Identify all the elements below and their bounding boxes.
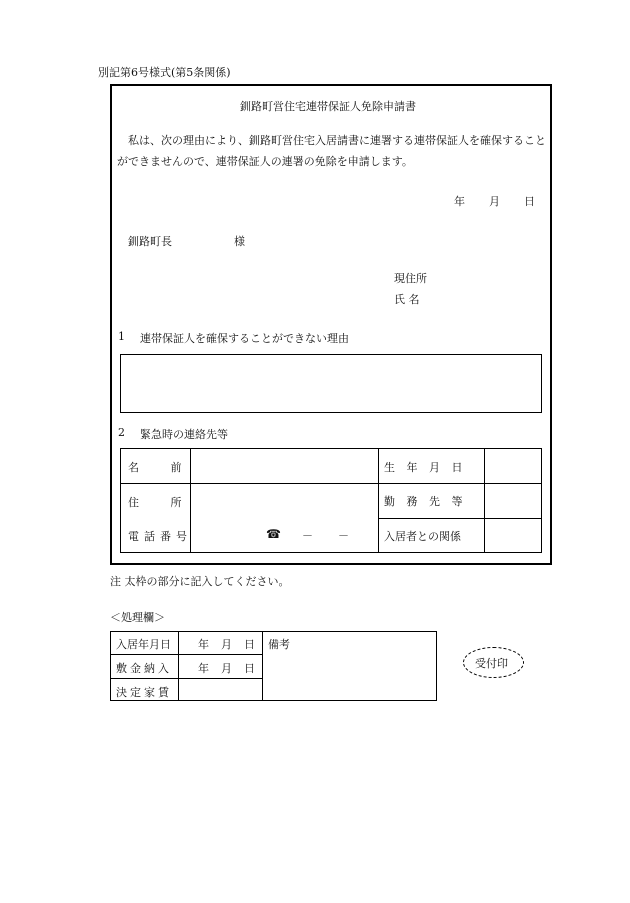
addressee-name: 釧路町長 bbox=[128, 235, 172, 248]
contact-birth-input[interactable] bbox=[485, 449, 541, 482]
move-in-year: 年 bbox=[198, 638, 209, 651]
applicant-name-label: 氏 名 bbox=[394, 293, 420, 306]
phone-dash-2: － bbox=[338, 529, 349, 542]
table-divider bbox=[110, 654, 262, 655]
deposit-month: 月 bbox=[221, 662, 232, 675]
phone-icon: ☎ bbox=[266, 527, 281, 541]
note-text: 注 太枠の部分に記入してください。 bbox=[110, 575, 290, 588]
phone-dash-1: － bbox=[302, 529, 313, 542]
deposit-day: 日 bbox=[244, 662, 255, 675]
form-number: 別記第6号様式(第5条関係) bbox=[98, 66, 231, 79]
deposit-label: 敷金納入 bbox=[116, 662, 172, 675]
contact-workplace-input[interactable] bbox=[485, 484, 541, 517]
contact-name-label: 名 前 bbox=[128, 461, 182, 474]
date-year[interactable]: 年 bbox=[454, 195, 465, 208]
move-in-month: 月 bbox=[221, 638, 232, 651]
section2-label: 緊急時の連絡先等 bbox=[140, 428, 228, 441]
table-divider bbox=[378, 448, 379, 553]
contact-workplace-label: 勤 務 先 等 bbox=[384, 495, 463, 508]
contact-relation-label: 入居者との関係 bbox=[384, 530, 461, 543]
form-title: 釧路町営住宅連帯保証人免除申請書 bbox=[240, 100, 416, 113]
contact-birth-label: 生 年 月 日 bbox=[384, 461, 463, 474]
section1-number: 1 bbox=[118, 330, 125, 343]
processing-heading: ＜処理欄＞ bbox=[110, 611, 165, 624]
deposit-year: 年 bbox=[198, 662, 209, 675]
remarks-label: 備考 bbox=[268, 638, 290, 651]
date-month[interactable]: 月 bbox=[489, 195, 500, 208]
contact-name-input[interactable] bbox=[191, 449, 377, 482]
contact-relation-input[interactable] bbox=[485, 519, 541, 552]
reason-field[interactable] bbox=[120, 354, 542, 413]
application-statement: 私は、次の理由により、釧路町営住宅入居請書に連署する連帯保証人を確保することができませんので、連帯保証人の連署の免除を申請します。 bbox=[117, 134, 546, 168]
contact-phone-label: 電話番号 bbox=[128, 530, 192, 543]
move-in-day: 日 bbox=[244, 638, 255, 651]
move-in-date-label: 入居年月日 bbox=[116, 638, 171, 651]
applicant-address-label: 現住所 bbox=[394, 272, 427, 285]
date-day[interactable]: 日 bbox=[524, 195, 535, 208]
section1-label: 連帯保証人を確保することができない理由 bbox=[140, 332, 349, 345]
section2-number: 2 bbox=[118, 426, 125, 439]
table-divider bbox=[178, 631, 179, 701]
contact-address-input[interactable] bbox=[191, 484, 377, 518]
table-divider bbox=[110, 678, 262, 679]
rent-label: 決定家賃 bbox=[116, 686, 172, 699]
table-divider bbox=[262, 631, 263, 701]
addressee-honorific: 様 bbox=[234, 235, 245, 248]
contact-address-label: 住 所 bbox=[128, 496, 182, 509]
reception-stamp-label: 受付印 bbox=[475, 657, 508, 670]
